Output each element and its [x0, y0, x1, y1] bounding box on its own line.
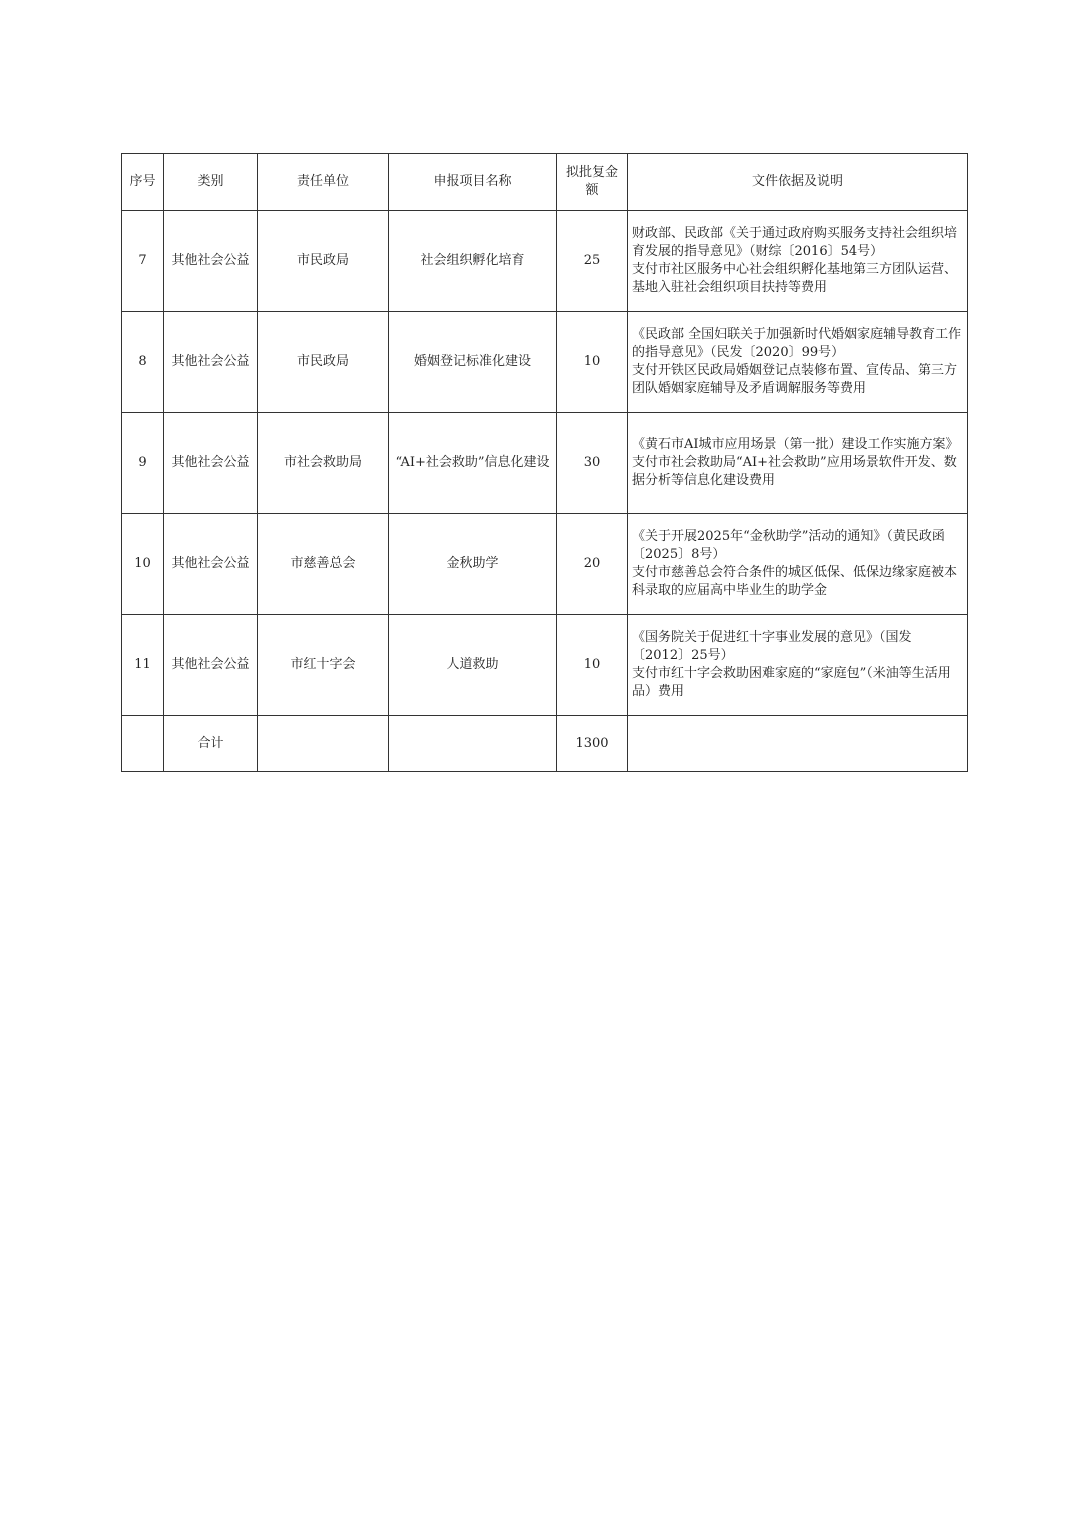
header-unit: 责任单位	[258, 154, 389, 211]
cell-empty	[258, 716, 389, 772]
table-row	[122, 211, 968, 312]
funding-table	[121, 153, 968, 772]
basis-description: 支付市社区服务中心社会组织孵化基地第三方团队运营、基地入驻社会组织项目扶持等费用	[632, 262, 958, 295]
cell-empty	[122, 716, 164, 772]
cell-project: 金秋助学	[389, 514, 557, 615]
header-category: 类别	[164, 154, 258, 211]
cell-index: 7	[122, 211, 164, 312]
cell-project: 人道救助	[389, 615, 557, 716]
cell-unit: 市红十字会	[258, 615, 389, 716]
header-project: 申报项目名称	[389, 154, 557, 211]
cell-amount: 10	[557, 312, 628, 413]
cell-project: “AI+社会救助”信息化建设	[389, 413, 557, 514]
cell-category: 其他社会公益	[164, 211, 258, 312]
cell-unit: 市社会救助局	[258, 413, 389, 514]
cell-project: 社会组织孵化培育	[389, 211, 557, 312]
header-basis: 文件依据及说明	[628, 154, 968, 211]
total-row	[122, 716, 968, 772]
cell-unit: 市民政局	[258, 211, 389, 312]
basis-document: 财政部、民政部《关于通过政府购买服务支持社会组织培育发展的指导意见》（财综〔2016〕54号）	[632, 226, 958, 259]
basis-description: 支付市慈善总会符合条件的城区低保、低保边缘家庭被本科录取的应届高中毕业生的助学金	[632, 565, 958, 598]
header-amount: 拟批复金额	[557, 154, 628, 211]
cell-basis	[628, 413, 968, 514]
basis-description: 支付市社会救助局“AI+社会救助”应用场景软件开发、数据分析等信息化建设费用	[632, 455, 957, 488]
table-header-row	[122, 154, 968, 211]
cell-project: 婚姻登记标准化建设	[389, 312, 557, 413]
cell-empty	[389, 716, 557, 772]
cell-amount: 30	[557, 413, 628, 514]
basis-document: 《民政部 全国妇联关于加强新时代婚姻家庭辅导教育工作的指导意见》（民发〔2020〕99号）	[632, 327, 962, 360]
total-amount: 1300	[557, 716, 628, 772]
basis-document: 《黄石市AI城市应用场景（第一批）建设工作实施方案》	[632, 437, 959, 452]
cell-category: 其他社会公益	[164, 413, 258, 514]
cell-amount: 25	[557, 211, 628, 312]
cell-index: 10	[122, 514, 164, 615]
cell-category: 其他社会公益	[164, 514, 258, 615]
table-row	[122, 514, 968, 615]
cell-amount: 20	[557, 514, 628, 615]
cell-category: 其他社会公益	[164, 312, 258, 413]
cell-basis	[628, 312, 968, 413]
cell-unit: 市民政局	[258, 312, 389, 413]
total-label: 合计	[164, 716, 258, 772]
cell-basis	[628, 615, 968, 716]
cell-index: 9	[122, 413, 164, 514]
cell-basis	[628, 211, 968, 312]
header-index: 序号	[122, 154, 164, 211]
cell-unit: 市慈善总会	[258, 514, 389, 615]
table-row	[122, 615, 968, 716]
cell-index: 8	[122, 312, 164, 413]
cell-category: 其他社会公益	[164, 615, 258, 716]
cell-index: 11	[122, 615, 164, 716]
table-row	[122, 413, 968, 514]
basis-description: 支付开铁区民政局婚姻登记点装修布置、宣传品、第三方团队婚姻家庭辅导及矛盾调解服务等费用	[632, 363, 958, 396]
cell-basis	[628, 514, 968, 615]
basis-document: 《关于开展2025年“金秋助学”活动的通知》（黄民政函〔2025〕8号）	[632, 529, 945, 562]
basis-document: 《国务院关于促进红十字事业发展的意见》（国发〔2012〕25号）	[632, 630, 912, 663]
cell-empty	[628, 716, 968, 772]
basis-description: 支付市红十字会救助困难家庭的“家庭包”（米油等生活用品）费用	[632, 666, 951, 699]
cell-amount: 10	[557, 615, 628, 716]
table-row	[122, 312, 968, 413]
